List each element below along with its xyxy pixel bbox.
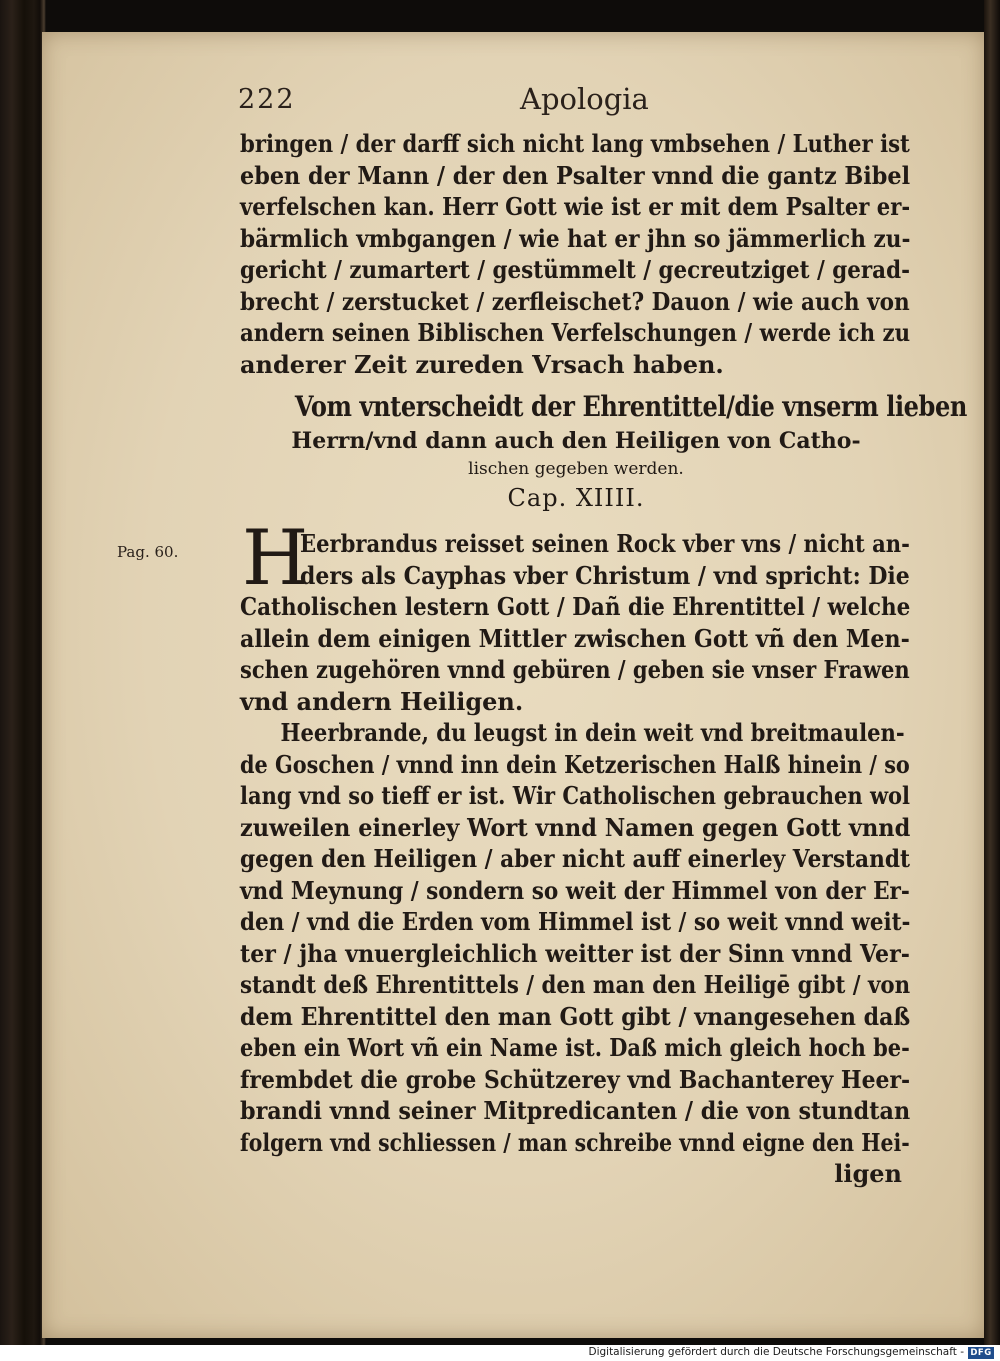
paragraph-1 <box>240 591 910 717</box>
marginal-note: Pag. 60. <box>117 543 179 561</box>
text-line: frembdet die grobe Schützerey vnd Bachanterey Heer- <box>240 1064 911 1094</box>
text-line: standt deß Ehrentittels / den man den Heiligē gibt / von <box>240 970 911 999</box>
footer-bar <box>0 1345 1000 1361</box>
text-line: gericht / zumartert / gestümmelt / gecreutziget / gerad- <box>240 255 910 284</box>
text-line: dem Ehrentittel den man Gott gibt / vnangesehen daß <box>240 1001 911 1031</box>
text-line: eben der Mann / der den Psalter vnnd die gantz Bibel <box>240 160 911 190</box>
heading-line-1: Vom vnterscheidt der Ehrentittel/die vnserm lieben <box>294 390 967 423</box>
text-line: gegen den Heiligen / aber nicht auff einerley Verstandt <box>240 844 910 873</box>
text-line: bringen / der darff sich nicht lang vmbsehen / Luther ist <box>240 129 910 158</box>
text-line: verfelschen kan. Herr Gott wie ist er mit dem Psalter er- <box>240 192 911 221</box>
heading-line-2: Herrn/vnd dann auch den Heiligen von Catho- <box>291 428 861 454</box>
text-line: bärmlich vmbgangen / wie hat er jhn so jämmerlich zu- <box>240 223 911 253</box>
dfg-logo-icon: DFG <box>968 1347 994 1359</box>
text-line: Eerbrandus reisset seinen Rock vber vns / nicht an- <box>300 529 910 558</box>
running-title: Apologia <box>520 82 649 116</box>
text-line: andern seinen Biblischen Verfelschungen / werde ich zu <box>240 318 911 347</box>
paragraph-1-indented <box>300 528 910 591</box>
drop-initial: H <box>242 513 309 602</box>
text-line: ders als Cayphas vber Christum / vnd spricht: Die <box>300 560 910 590</box>
paragraph-2 <box>240 717 910 1190</box>
funding-notice: Digitalisierung gefördert durch die Deutsche Forschungsgemeinschaft - <box>588 1346 964 1358</box>
text-line: vnd andern Heiligen. <box>240 686 524 716</box>
text-line: Catholischen lestern Gott / Dañ die Ehrentittel / welche <box>240 592 911 621</box>
page-number: 222 <box>238 84 296 115</box>
text-line: eben ein Wort vñ ein Name ist. Daß mich gleich hoch be- <box>240 1033 910 1062</box>
text-line: allein dem einigen Mittler zwischen Gott vñ den Men- <box>240 623 910 653</box>
text-line: vnd Meynung / sondern so weit der Himmel von der Er- <box>240 875 910 905</box>
text-line: zuweilen einerley Wort vnnd Namen gegen Gott vnnd <box>240 812 911 842</box>
intro-paragraph <box>240 128 910 380</box>
text-line: brandi vnnd seiner Mitpredicanten / die von stundtan <box>240 1096 911 1125</box>
catchword: ligen <box>834 1159 902 1188</box>
text-line: brecht / zerstucket / zerfleischet? Dauon / wie auch von <box>240 286 910 316</box>
text-line: ter / jha vnuergleichlich weitter ist der Sinn vnnd Ver- <box>240 938 910 968</box>
chapter-title: Cap. XIIII. <box>507 484 645 512</box>
text-line: anderer Zeit zureden Vrsach haben. <box>240 349 724 379</box>
text-line: schen zugehören vnnd gebüren / geben sie vnser Frawen <box>240 655 910 684</box>
heading-line-3: lischen gegeben werden. <box>468 459 684 479</box>
text-line: de Goschen / vnnd inn dein Ketzerischen Halß hinein / so <box>240 749 910 779</box>
section-heading <box>240 388 967 482</box>
page-edge <box>984 0 1000 1345</box>
text-line: folgern vnd schliessen / man schreibe vnnd eigne den Hei- <box>240 1127 910 1157</box>
text-line: lang vnd so tieff er ist. Wir Catholischen gebrauchen wol <box>240 781 911 810</box>
text-line: den / vnd die Erden vom Himmel ist / so weit vnnd weit- <box>240 907 911 936</box>
text-line: Heerbrande, du leugst in dein weit vnd breitmaulen- <box>280 718 905 747</box>
page-header <box>238 82 648 122</box>
